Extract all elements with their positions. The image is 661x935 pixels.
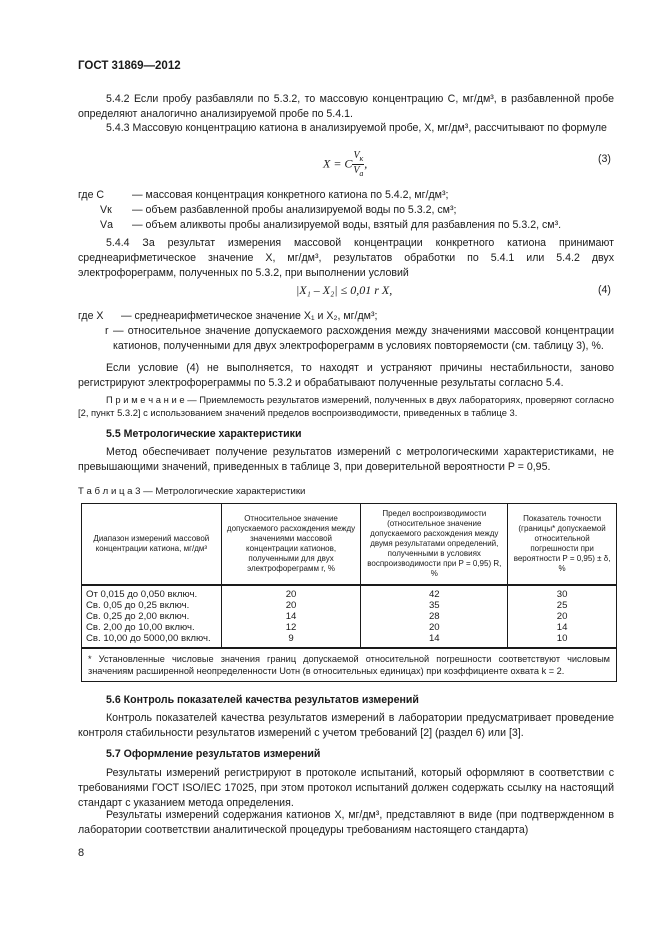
r-value: 12: [285, 622, 297, 633]
r-cell: [221, 585, 361, 648]
range-value: Св. 10,00 до 5000,00 включ.: [86, 633, 211, 644]
r-value: 14: [285, 611, 297, 622]
where-c-lead: где C: [78, 189, 105, 201]
formula-4: |X₁ – X₂| ≤ 0,01 r X,: [296, 283, 393, 297]
formula-3-tail: ,: [364, 156, 368, 171]
header-range: Диапазон измерений массовой концентрации катиона, мг/дм³: [82, 504, 222, 586]
formula-3-numerator: V: [353, 150, 360, 161]
reproducibility-value: 14: [428, 633, 440, 644]
delta-cell: [508, 585, 617, 648]
range-value: Св. 0,05 до 0,25 включ.: [86, 600, 190, 611]
formula-3-denominator-sub: а: [359, 169, 364, 178]
document-header: ГОСТ 31869—2012: [78, 60, 181, 72]
range-value: Св. 0,25 до 2,00 включ.: [86, 611, 190, 622]
r-value: 9: [288, 633, 294, 644]
note: П р и м е ч а н и е — Приемлемость результатов измерений, полученных в двух лабораториях, проверяют согласно [2, пункт 5.3.2] с использованием значений пределов воспроизводимости, приведенных в таблице 3.: [78, 394, 614, 418]
table-footnote: * Установленные числовые значения границ допускаемой относительной погрешности соответствуют числовым значениям расширенной неопределенности Uотн (в относительных единицах) при коэффициенте охвата k = 2.: [82, 648, 617, 682]
delta-value: 10: [556, 633, 568, 644]
equation-number-3: (3): [598, 153, 611, 165]
table-caption: Т а б л и ц а 3 — Метрологические характеристики: [78, 486, 306, 497]
formula-3-numerator-sub: к: [359, 154, 364, 163]
reproducibility-value: 28: [428, 611, 440, 622]
reproducibility-cell: [361, 585, 508, 648]
where-va-lead: Vа: [100, 219, 113, 231]
reproducibility-value: 35: [428, 600, 440, 611]
delta-value: 25: [556, 600, 568, 611]
formula-3: [323, 150, 367, 179]
reproducibility-value: 20: [428, 622, 440, 633]
r-value: 20: [285, 600, 297, 611]
equation-number-4: (4): [598, 284, 611, 296]
range-value: Св. 2,00 до 10,00 включ.: [86, 622, 195, 633]
paragraph-5-7-b: Результаты измерений содержания катионов X, мг/дм³, представляют в виде (при подтвержденном в лаборатории соответствии аналитической процедуры требованиям настоящего стандарта): [78, 809, 614, 836]
r-value: 20: [285, 589, 297, 600]
table-data-row: [82, 585, 617, 648]
section-5-5-title: 5.5 Метрологические характеристики: [106, 428, 302, 440]
where-x-text: — среднеарифметическое значение X₁ и X₂, мг/дм³;: [121, 310, 378, 322]
delta-value: 30: [556, 589, 568, 600]
header-repeatability: Относительное значение допускаемого расхождения между значениями массовой концентрации катионов, полученными для двух электрофореграмм r, %: [221, 504, 361, 586]
range-cell: [82, 585, 222, 648]
where-va-text: — объем аликвоты пробы анализируемой воды, взятый для разбавления по 5.3.2, см³.: [132, 219, 562, 231]
paragraph-condition: Если условие (4) не выполняется, то находят и устраняют причины нестабильности, заново регистрируют электрофореграммы по 5.3.2 и обрабатывают полученные результаты согласно 5.4.: [78, 362, 614, 389]
where-c-text: — массовая концентрация конкретного катиона по 5.4.2, мг/дм³;: [132, 189, 449, 201]
where-r-text: — относительное значение допускаемого расхождения между значениями массовой концентрации катионов, полученными для двух электрофореграмм в условиях повторяемости (см. таблицу 3), %.: [113, 325, 614, 352]
page-number: 8: [78, 847, 85, 859]
paragraph-5-5: Метод обеспечивает получение результатов измерений с метрологическими характеристиками, не превышающими значений, приведенных в таблице 3, при доверительной вероятности P = 0,95.: [78, 446, 614, 473]
delta-value: 20: [556, 611, 568, 622]
where-x-lead: где X: [78, 310, 104, 322]
where-r-lead: r: [105, 325, 109, 337]
header-accuracy: Показатель точности (границы* допускаемой относительной погрешности при вероятности P = 0,95) ± δ, %: [508, 504, 617, 586]
section-5-7-title: 5.7 Оформление результатов измерений: [106, 748, 321, 760]
delta-value: 14: [556, 622, 568, 633]
formula-3-fraction: [352, 150, 364, 179]
table-footnote-row: [82, 648, 617, 682]
header-reproducibility: Предел воспроизводимости (относительное значение допускаемого расхождения между двумя результатами определений, полученными в условиях воспроизводимости при P = 0,95) R, %: [361, 504, 508, 586]
paragraph-5-7-a: Результаты измерений регистрируют в протоколе испытаний, который оформляют в соответствии с требованиями ГОСТ ISO/IEC 17025, при этом протокол испытаний должен содержать ссылку на настоящий стандарт с указанием метода определения.: [78, 767, 614, 809]
metrology-table: [81, 503, 617, 682]
formula-3-lhs: X = C: [323, 156, 353, 171]
range-value: От 0,015 до 0,050 включ.: [86, 589, 198, 600]
paragraph-5-4-2: 5.4.2 Если пробу разбавляли по 5.3.2, то массовую концентрацию C, мг/дм³, в разбавленной пробе определяют аналогично анализируемой пробе по 5.4.1.: [78, 93, 614, 120]
formula-3-denominator: V: [353, 165, 360, 176]
table-header-row: [82, 504, 617, 586]
section-5-6-title: 5.6 Контроль показателей качества результатов измерений: [106, 694, 419, 706]
paragraph-5-4-3: 5.4.3 Массовую концентрацию катиона в анализируемой пробе, X, мг/дм³, рассчитывают по формуле: [106, 122, 607, 134]
paragraph-5-4-4: 5.4.4 За результат измерения массовой концентрации конкретного катиона принимают среднеарифметическое значение X, мг/дм³, результатов обработки по 5.4.1 или 5.4.2 двух электрофореграмм, полученных по 5.3.2, при выполнении условий: [78, 237, 614, 279]
paragraph-5-6: Контроль показателей качества результатов измерений в лаборатории предусматривает проведение контроля стабильности результатов измерений с учетом требований [2] (раздел 6) или [3].: [78, 712, 614, 739]
where-vk-lead: Vк: [100, 204, 112, 216]
where-vk-text: — объем разбавленной пробы анализируемой воды по 5.3.2, см³;: [132, 204, 457, 216]
reproducibility-value: 42: [428, 589, 440, 600]
